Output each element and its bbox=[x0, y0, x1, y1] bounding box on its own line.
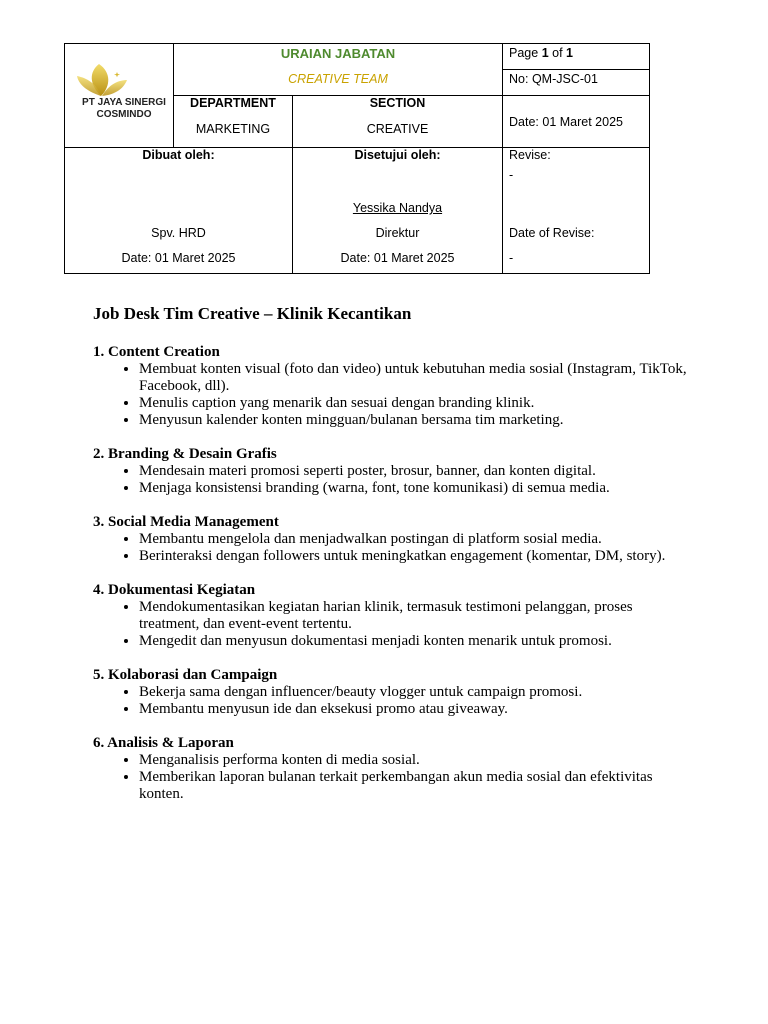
list-item: • Mendokumentasikan kegiatan harian klinik, termasuk testimoni pelanggan, proses treatment, dan event-event tertentu. bbox=[139, 599, 693, 633]
task-list bbox=[93, 752, 693, 803]
revision-cell bbox=[503, 148, 650, 274]
approved-by-label: Disetujui oleh: bbox=[354, 148, 441, 162]
approved-by-role: Direktur bbox=[375, 226, 420, 240]
task-list bbox=[93, 599, 693, 650]
approved-by-date: Date: 01 Maret 2025 bbox=[340, 251, 455, 265]
document-header-table bbox=[64, 43, 650, 274]
subtitle-cell bbox=[174, 70, 503, 96]
date-of-revise-label: Date of Revise: bbox=[509, 226, 595, 240]
list-item: • Menjaga konsistensi branding (warna, font, tone komunikasi) di semua media. bbox=[139, 480, 693, 497]
date-cell bbox=[503, 96, 650, 148]
company-logo bbox=[71, 60, 175, 122]
approved-by-name: Yessika Nandya bbox=[352, 201, 443, 215]
list-item: • Memberikan laporan bulanan terkait perkembangan akun media sosial dan efektivitas konten. bbox=[139, 769, 693, 803]
list-item: • Membantu menyusun ide dan eksekusi promo atau giveaway. bbox=[139, 701, 693, 718]
page-number: Page 1 of 1 bbox=[509, 46, 573, 60]
made-by-label: Dibuat oleh: bbox=[142, 148, 215, 162]
section-documentation bbox=[93, 582, 693, 650]
list-item: • Bekerja sama dengan influencer/beauty vlogger untuk campaign promosi. bbox=[139, 684, 693, 701]
issue-date: Date: 01 Maret 2025 bbox=[509, 114, 623, 129]
made-by-cell bbox=[65, 148, 293, 274]
list-item: • Mengedit dan menyusun dokumentasi menjadi konten menarik untuk promosi. bbox=[139, 633, 693, 650]
department-cell bbox=[174, 96, 293, 148]
section-social-media bbox=[93, 514, 693, 565]
task-list bbox=[93, 684, 693, 718]
list-item: • Menganalisis performa konten di media sosial. bbox=[139, 752, 693, 769]
company-name-line2: COSMINDO bbox=[96, 109, 152, 120]
task-list bbox=[93, 531, 693, 565]
team-subtitle: CREATIVE TEAM bbox=[288, 71, 388, 86]
list-item: • Menyusun kalender konten mingguan/bulanan bersama tim marketing. bbox=[139, 412, 693, 429]
doc-number: No: QM-JSC-01 bbox=[509, 72, 598, 86]
section-content-creation bbox=[93, 344, 693, 429]
department-value: MARKETING bbox=[195, 122, 271, 136]
page-title: Job Desk Tim Creative – Klinik Kecantikan bbox=[93, 304, 412, 323]
company-name-line1: PT JAYA SINERGI bbox=[82, 97, 166, 108]
section-title: 4. Dokumentasi Kegiatan bbox=[93, 582, 256, 598]
revise-label: Revise: bbox=[509, 148, 551, 162]
doc-number-cell bbox=[503, 70, 650, 96]
section-title: 1. Content Creation bbox=[93, 344, 220, 360]
task-list bbox=[93, 463, 693, 497]
section-cell bbox=[293, 96, 503, 148]
page-cell bbox=[503, 44, 650, 70]
list-item: • Menulis caption yang menarik dan sesuai dengan branding klinik. bbox=[139, 395, 693, 412]
section-value: CREATIVE bbox=[366, 122, 429, 136]
section-title: 3. Social Media Management bbox=[93, 514, 279, 530]
list-item: • Mendesain materi promosi seperti poster, brosur, banner, dan konten digital. bbox=[139, 463, 693, 480]
company-logo-cell bbox=[65, 44, 174, 148]
section-title: 5. Kolaborasi dan Campaign bbox=[93, 667, 278, 683]
section-branding-design bbox=[93, 446, 693, 497]
section-label: SECTION bbox=[369, 96, 426, 110]
approved-by-cell bbox=[293, 148, 503, 274]
list-item: • Membuat konten visual (foto dan video) untuk kebutuhan media sosial (Instagram, TikTok, Facebook, dll). bbox=[139, 361, 693, 395]
made-by-date: Date: 01 Maret 2025 bbox=[121, 251, 236, 265]
department-label: DEPARTMENT bbox=[190, 96, 276, 110]
section-title: 6. Analisis & Laporan bbox=[93, 735, 234, 751]
list-item: • Membantu mengelola dan menjadwalkan postingan di platform sosial media. bbox=[139, 531, 693, 548]
job-desk-content bbox=[93, 304, 693, 820]
section-title: 2. Branding & Desain Grafis bbox=[93, 446, 277, 462]
doc-type-title: URAIAN JABATAN bbox=[280, 46, 396, 61]
list-item: • Berinteraksi dengan followers untuk meningkatkan engagement (komentar, DM, story). bbox=[139, 548, 693, 565]
task-list bbox=[93, 361, 693, 429]
section-collaboration bbox=[93, 667, 693, 718]
made-by-role: Spv. HRD bbox=[151, 226, 206, 240]
lotus-logo-icon bbox=[71, 60, 175, 100]
title-cell bbox=[174, 44, 503, 70]
date-of-revise-value: - bbox=[509, 251, 514, 265]
section-analysis-report bbox=[93, 735, 693, 803]
revise-value: - bbox=[509, 168, 514, 182]
